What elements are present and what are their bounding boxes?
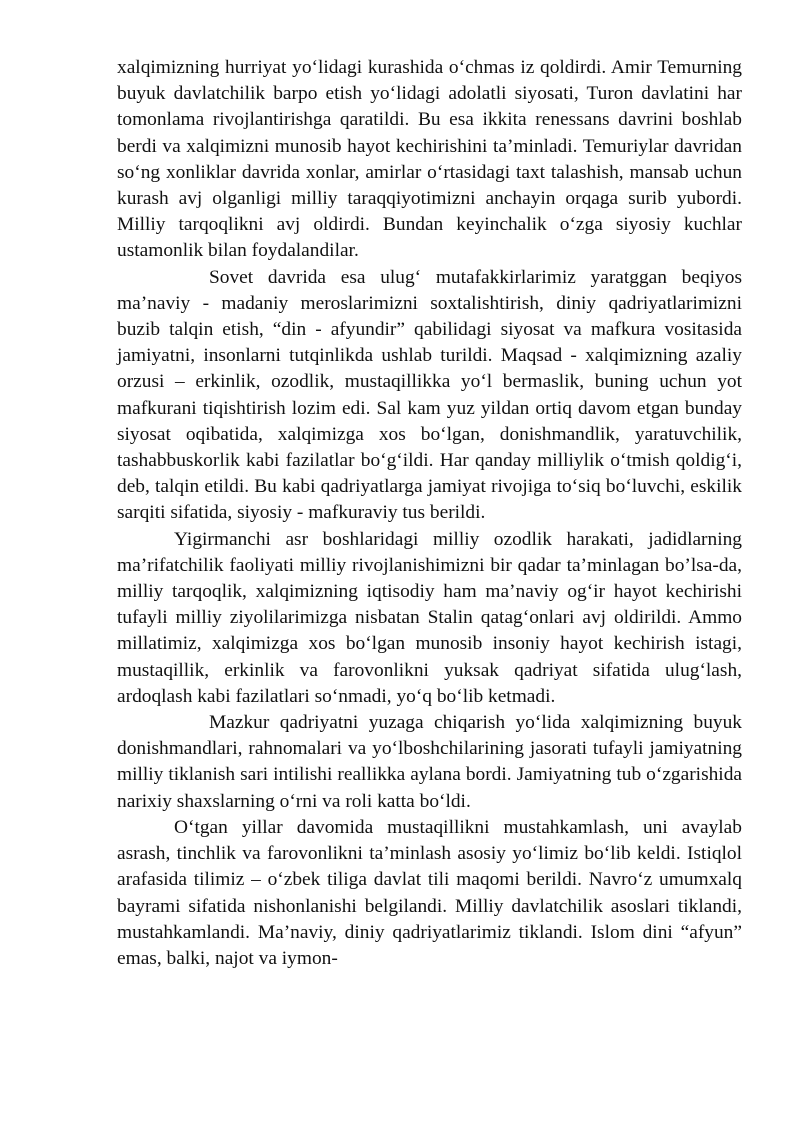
paragraph-2: Sovet davrida esa ulug‘ mutafakkirlarimiz yaratggan beqiyos ma’naviy - madaniy meroslarimizni soxtalishtirish, diniy qadriyatlarimizni buzib talqin etish, “din - afyundir” qabilidagi siyosat va mafkura vositasida jamiyatni, insonlarni tutqinlikda ushlab turildi. Maqsad - xalqimizning azaliy orzusi – erkinlik, ozodlik, mustaqillikka yo‘l bermaslik, buning uchun yot mafkurani tiqishtirish lozim edi. Sal kam yuz yildan ortiq davom etgan bunday siyosat oqibatida, xalqimizga xos bo‘lgan, donishmandlik, yaratuvchilik, tashabbuskorlik kabi fazilatlar bo‘g‘ildi. Har qanday milliylik o‘tmish qoldig‘i, deb, talqin etildi. Bu kabi qadriyatlarga jamiyat rivojiga to‘siq bo‘luvchi, eskilik sarqiti sifatida, siyosiy - mafkuraviy tus berildi.	[117, 266, 742, 524]
paragraph-1: xalqimizning hurriyat yo‘lidagi kurashida o‘chmas iz qoldirdi. Amir Temurning buyuk davlatchilik barpo etish yo‘lidagi adolatli siyosati, Turon davlatini har tomonlama rivojlantirishga qaratildi. Bu esa ikkita renessans davrini boshlab berdi va xalqimizni munosib hayot kechirishini ta’minladi. Temuriylar davridan so‘ng xonliklar davrida xonlar, amirlar o‘rtasidagi taxt talashish, mansab uchun kurash avj olganligi milliy taraqqiyotimizni anchayin orqaga surib yubordi. Milliy tarqoqlikni avj oldirdi. Bundan keyinchalik o‘zga siyosiy kuchlar ustamonlik bilan foydalandilar.	[117, 57, 742, 262]
paragraph-4: Mazkur qadriyatni yuzaga chiqarish yo‘lida xalqimizning buyuk donishmandlari, rahnomalari va yo‘lboshchilarining jasorati tufayli jamiyatning milliy tiklanish sari intilishi reallikka aylana bordi. Jamiyatning tub o‘zgarishida narixiy shaxslarning o‘rni va roli katta bo‘ldi.	[117, 712, 742, 812]
paragraph-5: O‘tgan yillar davomida mustaqillikni mustahkamlash, uni avaylab asrash, tinchlik va farovonlikni ta’minlash asosiy yo‘limiz bo‘lib keldi. Istiqlol arafasida tilimiz – o‘zbek tiliga davlat tili maqomi berildi. Navro‘z umumxalq bayrami sifatida nishonlanishi belgilandi. Milliy davlatchilik asoslari tiklandi, mustahkamlandi. Ma’naviy, diniy qadriyatlarimiz tiklandi. Islom dini “afyun” emas, balki, najot va iymon-	[117, 816, 742, 969]
paragraph-3: Yigirmanchi asr boshlaridagi milliy ozodlik harakati, jadidlarning ma’rifatchilik faoliyati milliy rivojlanishimizni bir qadar ta’minlagan bo’lsa-da, milliy tarqoqlik, xalqimizning iqtisodiy ham ma’naviy og‘ir hayot kechirishi tufayli milliy ziyolilarimizga nisbatan Stalin qatag‘onlari avj oldirildi. Ammo millatimiz, xalqimizga xos bo‘lgan munosib insoniy hayot kechirish istagi, mustaqillik, erkinlik va farovonlikni yuksak qadriyat sifatida ulug‘lash, ardoqlash kabi fazilatlari so‘nmadi, yo‘q bo‘lib ketmadi.	[117, 528, 742, 707]
